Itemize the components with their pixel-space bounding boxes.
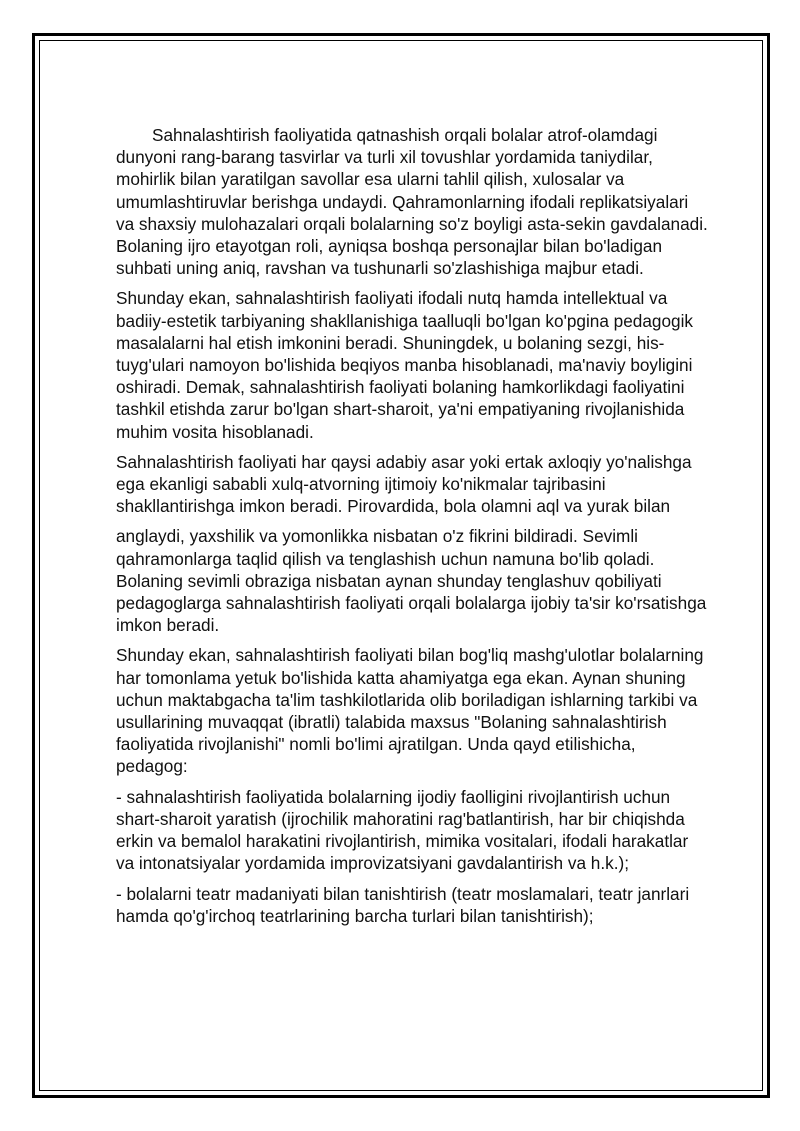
paragraph-4: anglaydi, yaxshilik va yomonlikka nisbatan o'z fikrini bildiradi. Sevimli qahramonlarga taqlid qilish va tenglashish uchun namuna bo'lib qoladi. Bolaning sevimli obraziga nisbatan aynan shunday tenglashuv qobiliyati pedagoglarga sahnalashtirish faoliyati orqali bolalarga ijobiy ta'sir ko'rsatishga imkon beradi. (116, 526, 707, 636)
paragraph-2: Shunday ekan, sahnalashtirish faoliyati ifodali nutq hamda intellektual va badiiy-estetik tarbiyaning shakllanishiga taalluqli bo'lgan ko'pgina pedagogik masalalarni hal etish imkonini beradi. Shuningdek, u bolaning sezgi, his-tuyg'ulari namoyon bo'lishida beqiyos manba hisoblanadi, ma'naviy boyligini oshiradi. Demak, sahnalashtirish faoliyati bolaning hamkorlikdagi faoliyatini tashkil etishda zarur bo'lgan shart-sharoit, ya'ni empatiyaning rivojlanishida muhim vosita hisoblanadi. (116, 288, 693, 442)
list-item-1: - sahnalashtirish faoliyatida bolalarning ijodiy faolligini rivojlantirish uchun shart-sharoit yaratish (ijrochilik mahoratini rag'batlantirish, har bir chiqishda erkin va bemalol harakatini rivojlantirish, mimika vositalari, ifodali harakatlar va intonatsiyalar yordamida improvizatsiyani gavdalantirish va h.k.); (116, 786, 689, 874)
paragraph-3: Sahnalashtirish faoliyati har qaysi adabiy asar yoki ertak axloqiy yo'nalishga ega ekanligi sababli xulq-atvorning ijtimoiy ko'nikmalar tajribasini shakllantirishga imkon beradi. Pirovardida, bola olamni aql va yurak bilan (116, 451, 692, 517)
list-item-2: - bolalarni teatr madaniyati bilan tanishtirish (teatr moslamalari, teatr janrlari hamda qo'g'irchoq teatrlarining barcha turlari bilan tanishtirish); (116, 883, 690, 926)
paragraph-5: Shunday ekan, sahnalashtirish faoliyati bilan bog'liq mashg'ulotlar bolalarning har tomonlama yetuk bo'lishida katta ahamiyatga ega ekan. Aynan shuning uchun maktabgacha ta'lim tashkilotlarida olib boriladigan ishlarning tarkibi va usullarining muvaqqat (ibratli) talabida maxsus "Bolaning sahnalashtirish faoliyatida rivojlanishi" nomli bo'limi ajratilgan. Unda qayd etilishicha, pedagog: (116, 645, 704, 777)
document-body (116, 124, 708, 935)
paragraph-1: Sahnalashtirish faoliyatida qatnashish orqali bolalar atrof-olamdagi dunyoni rang-barang tasvirlar va turli xil tovushlar yordamida taniydilar, mohirlik bilan yaratilgan savollar esa ularni tahlil qilish, xulosalar va umumlashtiruvlar berishga undaydi. Qahramonlarning ifodali replikatsiyalari va shaxsiy mulohazalari orqali bolalarning so'z boyligi asta-sekin gavdalanadi. Bolaning ijro etayotgan roli, ayniqsa boshqa personajlar bilan bo'ladigan suhbati uning aniq, ravshan va tushunarli so'zlashishiga majbur etadi. (116, 125, 708, 279)
